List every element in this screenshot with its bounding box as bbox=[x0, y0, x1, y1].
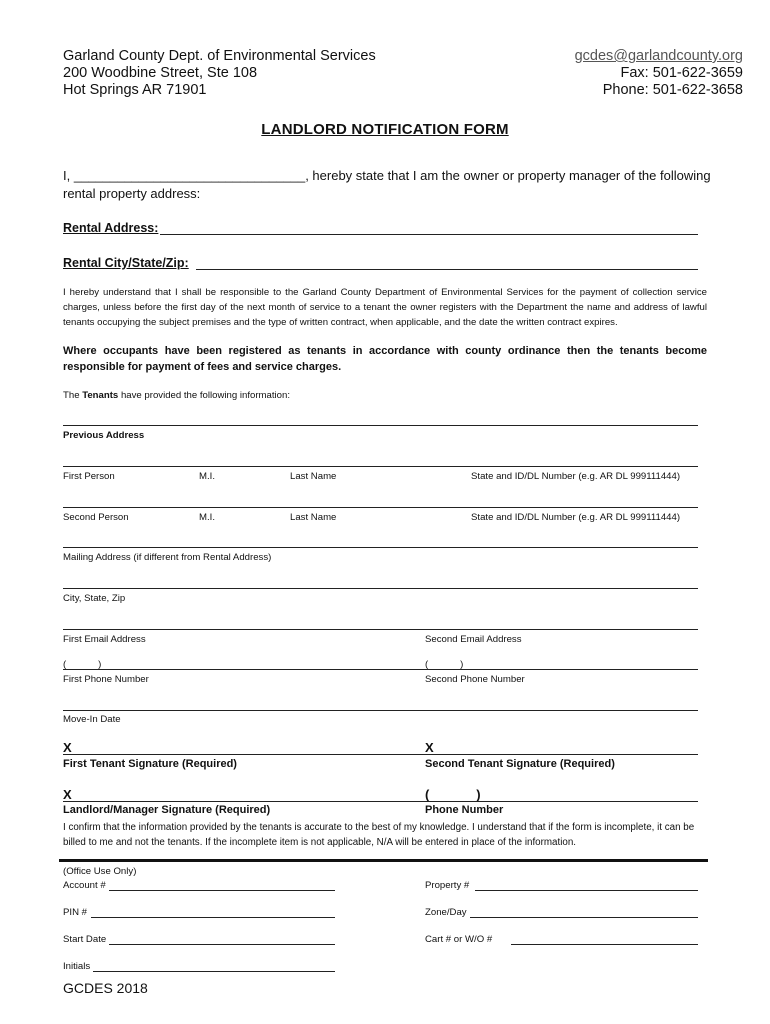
landlord-x: X bbox=[63, 787, 72, 802]
second-person-label: Second Person bbox=[63, 512, 129, 523]
start-date-line[interactable] bbox=[109, 944, 335, 945]
org-street: 200 Woodbine Street, Ste 108 bbox=[63, 65, 258, 81]
first-tenant-signature-label: First Tenant Signature (Required) bbox=[63, 758, 237, 770]
cart-label: Cart # or W/O # bbox=[425, 934, 493, 945]
account-line[interactable] bbox=[109, 890, 335, 891]
tenants-bold: Tenants bbox=[82, 390, 119, 401]
move-in-label: Move-In Date bbox=[63, 714, 121, 725]
first-phone-area-code[interactable]: ( ) bbox=[63, 659, 102, 670]
second-mi-label: M.I. bbox=[199, 512, 215, 523]
first-email-label: First Email Address bbox=[63, 634, 146, 645]
landlord-phone-label: Phone Number bbox=[425, 804, 504, 816]
confirmation-paragraph: I confirm that the information provided by the tenants is accurate to the best of my knowledge. I understand that if the form is incomplete, it can be billed to me and not the tenants. If the incomplete item is not applicable, N/A will be entered in place of the information. bbox=[63, 822, 695, 848]
rental-city-line[interactable] bbox=[196, 269, 698, 270]
fax-number: Fax: 501-622-3659 bbox=[620, 65, 743, 81]
tenants-intro: The Tenants have provided the following information: bbox=[63, 390, 291, 401]
landlord-phone-area-code[interactable]: ( ) bbox=[425, 787, 481, 802]
office-divider bbox=[59, 859, 708, 862]
property-label: Property # bbox=[425, 880, 470, 891]
first-mi-label: M.I. bbox=[199, 471, 215, 482]
phone-number: Phone: 501-622-3658 bbox=[602, 82, 743, 98]
start-date-label: Start Date bbox=[63, 934, 107, 945]
email-line[interactable] bbox=[63, 629, 698, 630]
rental-address-label: Rental Address: bbox=[63, 221, 159, 235]
second-phone-label: Second Phone Number bbox=[425, 674, 525, 685]
initials-line[interactable] bbox=[93, 971, 335, 972]
responsibility-paragraph: I hereby understand that I shall be responsible to the Garland County Department of Environmental Services for the payment of collection service charges, unless before the first day of the next month of service to a tenant the owner registers with the Department the name and address of lawful tenants occupying the subject premises and the type of written contract, when applicable, and the date the written contract expires. bbox=[63, 287, 707, 328]
landlord-signature-line[interactable] bbox=[63, 801, 698, 802]
pin-label: PIN # bbox=[63, 907, 87, 918]
first-person-label: First Person bbox=[63, 471, 115, 482]
cart-line[interactable] bbox=[511, 944, 698, 945]
pin-line[interactable] bbox=[91, 917, 335, 918]
second-state-id-label: State and ID/DL Number (e.g. AR DL 999111444) bbox=[471, 512, 681, 523]
previous-address-label: Previous Address bbox=[63, 430, 145, 441]
account-label: Account # bbox=[63, 880, 106, 891]
rental-address-line[interactable] bbox=[160, 234, 698, 235]
org-city: Hot Springs AR 71901 bbox=[63, 82, 207, 98]
second-tenant-signature-label: Second Tenant Signature (Required) bbox=[425, 758, 615, 770]
zone-day-line[interactable] bbox=[470, 917, 698, 918]
rental-city-label: Rental City/State/Zip: bbox=[63, 256, 189, 270]
footer-code: GCDES 2018 bbox=[63, 980, 148, 996]
first-state-id-label: State and ID/DL Number (e.g. AR DL 999111444) bbox=[471, 471, 681, 482]
org-name: Garland County Dept. of Environmental Services bbox=[63, 48, 376, 64]
mailing-address-label: Mailing Address (if different from Rental Address) bbox=[63, 552, 272, 563]
owner-statement: I, ________________________________, hereby state that I am the owner or property manager of the following bbox=[63, 168, 711, 183]
first-person-line[interactable] bbox=[63, 466, 698, 467]
second-last-name-label: Last Name bbox=[290, 512, 337, 523]
second-phone-area-code[interactable]: ( ) bbox=[425, 659, 464, 670]
tenant-signature-line[interactable] bbox=[63, 754, 698, 755]
city-state-zip-label: City, State, Zip bbox=[63, 593, 126, 604]
second-tenant-x: X bbox=[425, 740, 434, 755]
first-last-name-label: Last Name bbox=[290, 471, 337, 482]
city-state-zip-line[interactable] bbox=[63, 588, 698, 589]
owner-statement-continued: rental property address: bbox=[63, 186, 201, 201]
email-link[interactable]: gcdes@garlandcounty.org bbox=[574, 48, 743, 64]
first-tenant-x: X bbox=[63, 740, 72, 755]
phone-line[interactable] bbox=[63, 669, 698, 670]
mailing-address-line[interactable] bbox=[63, 547, 698, 548]
move-in-line[interactable] bbox=[63, 710, 698, 711]
first-phone-label: First Phone Number bbox=[63, 674, 149, 685]
office-use-label: (Office Use Only) bbox=[63, 866, 137, 877]
property-line[interactable] bbox=[475, 890, 698, 891]
form-title: LANDLORD NOTIFICATION FORM bbox=[261, 121, 509, 138]
initials-label: Initials bbox=[63, 961, 91, 972]
zone-day-label: Zone/Day bbox=[425, 907, 467, 918]
second-person-line[interactable] bbox=[63, 507, 698, 508]
second-email-label: Second Email Address bbox=[425, 634, 522, 645]
previous-address-line[interactable] bbox=[63, 425, 698, 426]
landlord-signature-label: Landlord/Manager Signature (Required) bbox=[63, 804, 271, 816]
ordinance-paragraph: Where occupants have been registered as tenants in accordance with county ordinance then the tenants become responsible for payment of fees and service charges. bbox=[63, 345, 707, 373]
